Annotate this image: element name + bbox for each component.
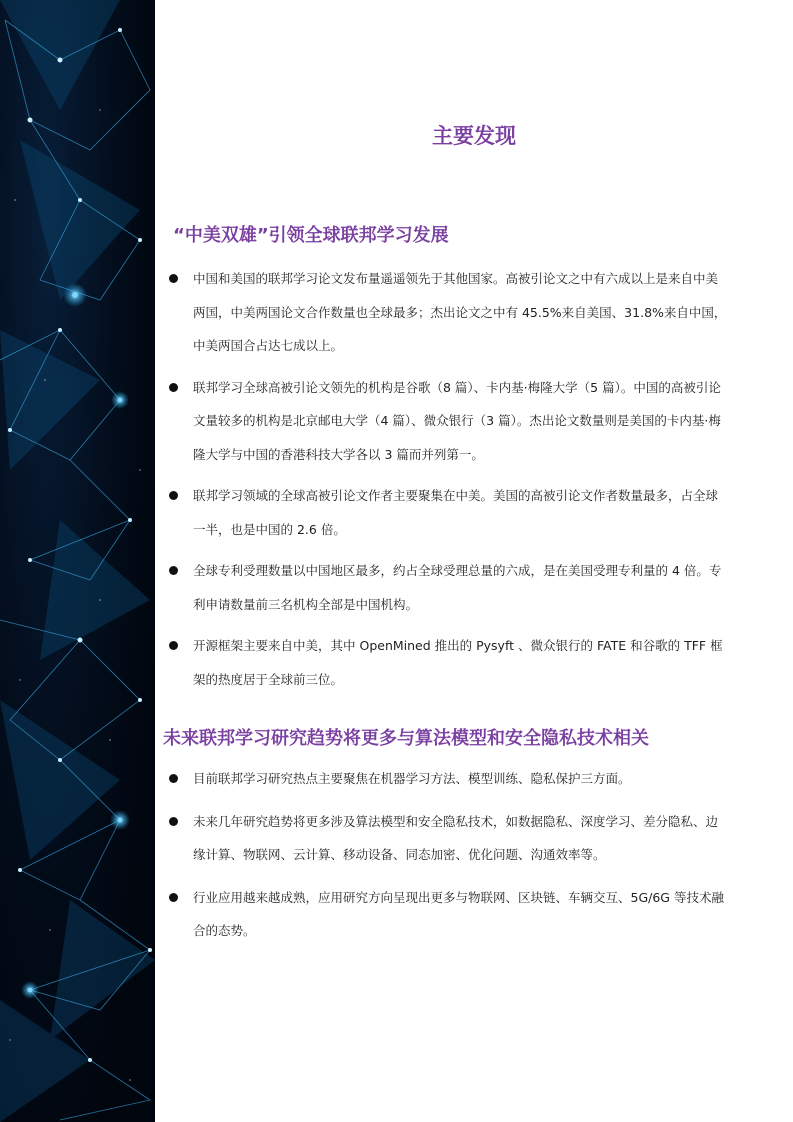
list-item bbox=[167, 881, 727, 948]
list-item bbox=[167, 554, 727, 621]
bullet-icon bbox=[169, 274, 178, 283]
bullet-icon bbox=[169, 641, 178, 650]
decorative-network-sidebar bbox=[0, 0, 155, 1122]
network-constellation-graphic bbox=[0, 0, 155, 1122]
list-item-text: 目前联邦学习研究热点主要聚焦在机器学习方法、模型训练、隐私保护三方面。 bbox=[193, 771, 631, 786]
list-item-text: 联邦学习领域的全球高被引论文作者主要聚集在中美。美国的高被引论文作者数量最多，占全球一半，也是中国的 2.6 倍。 bbox=[193, 488, 719, 537]
list-item bbox=[167, 479, 727, 546]
bullet-icon bbox=[169, 383, 178, 392]
list-item bbox=[167, 629, 727, 696]
findings-list-1 bbox=[167, 262, 727, 704]
main-content bbox=[155, 0, 793, 1122]
bullet-icon bbox=[169, 774, 178, 783]
list-item-text: 行业应用越来越成熟，应用研究方向呈现出更多与物联网、区块链、车辆交互、5G/6G 等技术融合的态势。 bbox=[193, 889, 724, 938]
bullet-icon bbox=[169, 491, 178, 500]
list-item-text: 联邦学习全球高被引论文领先的机构是谷歌（8 篇）、卡内基·梅隆大学（5 篇）。中国的高被引论文量较多的机构是北京邮电大学（4 篇）、微众银行（3 篇）。杰出论文数量则是美国的卡内基·梅隆大学与中国的香港科技大学各以 3 篇而并列第一。 bbox=[193, 379, 721, 462]
list-item bbox=[167, 371, 727, 472]
findings-list-2 bbox=[167, 762, 727, 957]
section-title-us-china-lead: “中美双雄”引领全球联邦学习发展 bbox=[173, 225, 449, 246]
list-item bbox=[167, 762, 727, 796]
bullet-icon bbox=[169, 817, 178, 826]
list-item bbox=[167, 262, 727, 363]
bullet-icon bbox=[169, 893, 178, 902]
list-item-text: 全球专利受理数量以中国地区最多，约占全球受理总量的六成，是在美国受理专利量的 4 倍。专利申请数量前三名机构全部是中国机构。 bbox=[193, 563, 722, 612]
list-item-text: 中国和美国的联邦学习论文发布量遥遥领先于其他国家。高被引论文之中有六成以上是来自中美两国，中美两国论文合作数量也全球最多；杰出论文之中有 45.5%来自美国、31.8%来自中国，中美两国合占达七成以上。 bbox=[193, 271, 727, 353]
section-title-future-trends: 未来联邦学习研究趋势将更多与算法模型和安全隐私技术相关 bbox=[163, 728, 649, 749]
page-title: 主要发现 bbox=[432, 124, 516, 148]
list-item bbox=[167, 805, 727, 872]
list-item-text: 未来几年研究趋势将更多涉及算法模型和安全隐私技术，如数据隐私、深度学习、差分隐私、边缘计算、物联网、云计算、移动设备、同态加密、优化问题、沟通效率等。 bbox=[193, 813, 719, 862]
bullet-icon bbox=[169, 566, 178, 575]
list-item-text: 开源框架主要来自中美，其中 OpenMined 推出的 Pysyft 、微众银行的 FATE 和谷歌的 TFF 框架的热度居于全球前三位。 bbox=[193, 638, 723, 687]
